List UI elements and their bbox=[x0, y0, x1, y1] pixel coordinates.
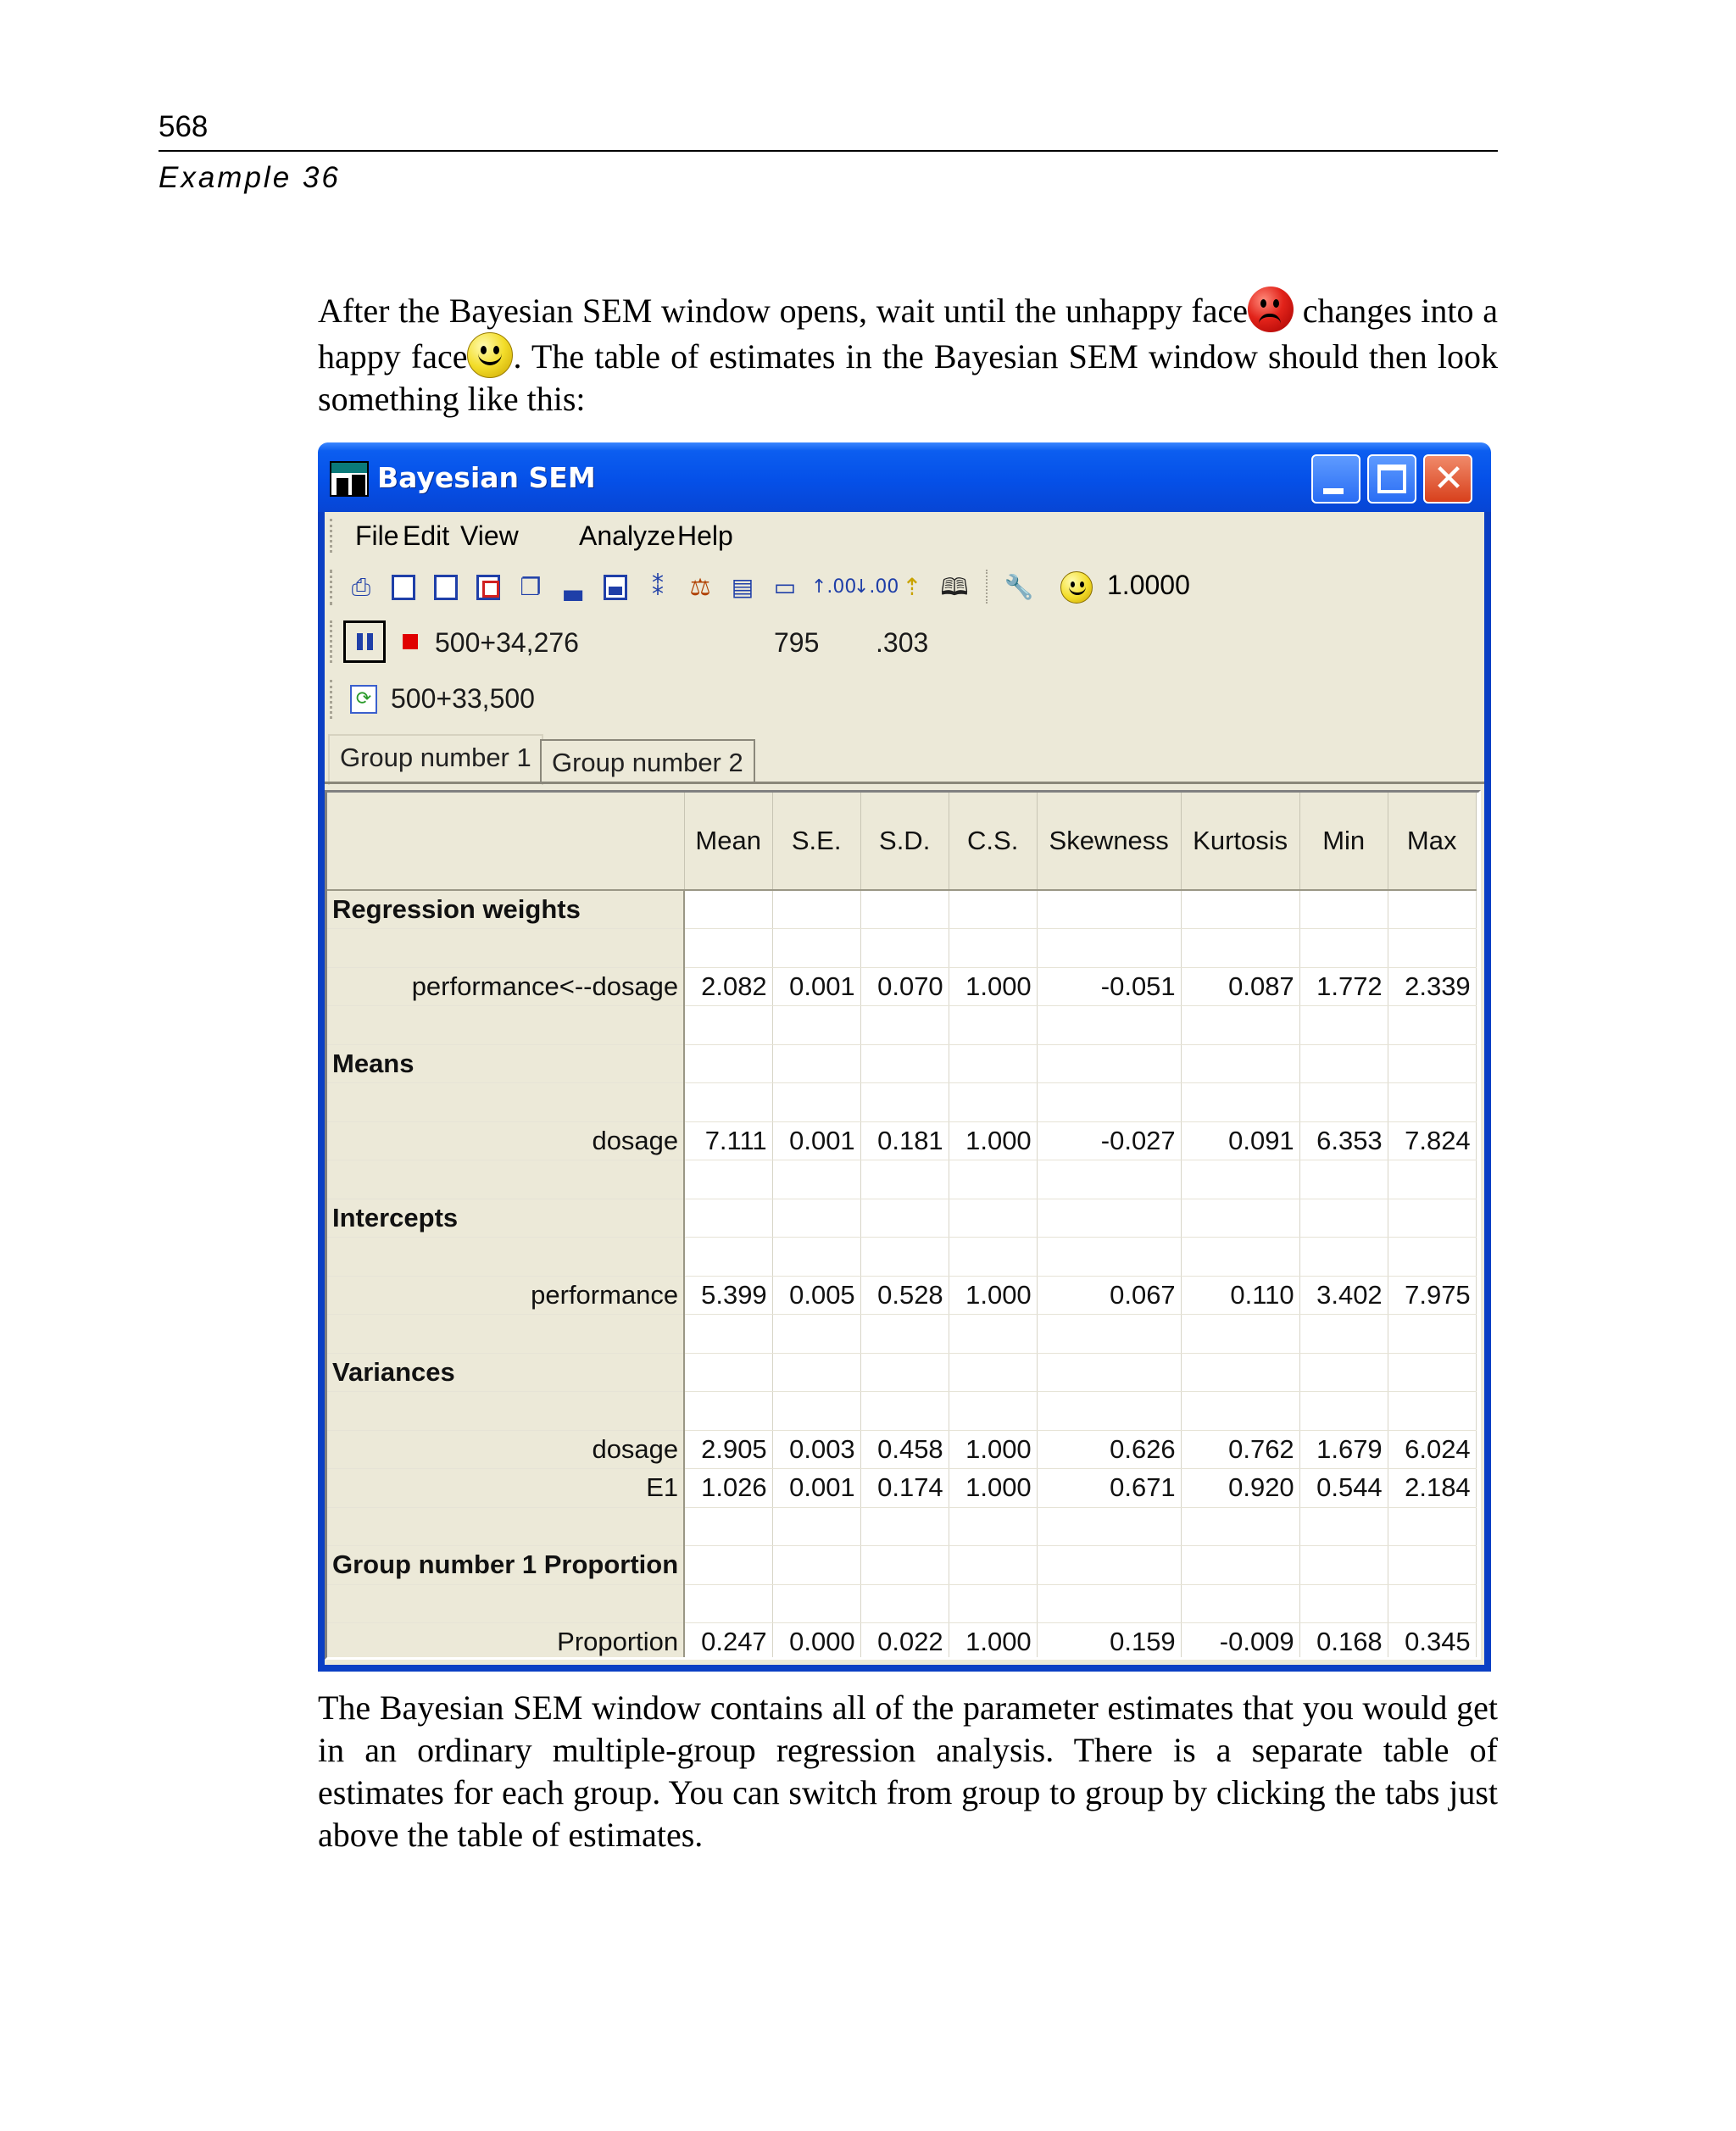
intro-text-2: changes into a happy face bbox=[318, 292, 1499, 376]
row-label: dosage bbox=[327, 1430, 684, 1469]
empty-cell bbox=[1388, 1315, 1476, 1354]
blank-row bbox=[327, 1006, 1476, 1045]
empty-cell bbox=[1388, 1044, 1476, 1083]
empty-cell bbox=[860, 1392, 949, 1431]
menubar-grip[interactable] bbox=[330, 519, 335, 553]
value-cell: 1.000 bbox=[949, 1430, 1037, 1469]
value-cell: 6.024 bbox=[1388, 1430, 1476, 1469]
section-label: Group number 1 Proportion bbox=[327, 1546, 684, 1585]
empty-cell bbox=[1388, 1392, 1476, 1431]
empty-cell bbox=[1299, 1392, 1388, 1431]
empty-cell bbox=[684, 1315, 772, 1354]
empty-cell bbox=[1037, 1160, 1181, 1199]
empty-label-cell bbox=[327, 1160, 684, 1199]
empty-cell bbox=[1181, 1353, 1299, 1392]
empty-cell bbox=[1037, 1238, 1181, 1277]
empty-cell bbox=[1181, 1584, 1299, 1623]
empty-cell bbox=[1181, 1199, 1299, 1238]
section-row bbox=[327, 890, 1476, 929]
value-cell: 7.824 bbox=[1388, 1121, 1476, 1160]
table-row bbox=[327, 967, 1476, 1006]
value-cell: 0.087 bbox=[1181, 967, 1299, 1006]
value-cell: 1.000 bbox=[949, 1469, 1037, 1508]
close-icon: ✕ bbox=[1433, 457, 1465, 500]
value-cell: 3.402 bbox=[1299, 1276, 1388, 1315]
menu-help[interactable]: Help bbox=[677, 520, 733, 551]
value-cell: 0.110 bbox=[1181, 1276, 1299, 1315]
value-cell: 0.544 bbox=[1299, 1469, 1388, 1508]
menu-bar bbox=[325, 512, 1484, 559]
section-row bbox=[327, 1353, 1476, 1392]
accepted-count: 795 bbox=[774, 627, 820, 658]
section-label: Intercepts bbox=[327, 1199, 684, 1238]
column-header[interactable]: S.D. bbox=[860, 793, 949, 890]
tab-divider bbox=[325, 782, 1484, 784]
value-cell: 0.022 bbox=[860, 1623, 949, 1661]
stop-indicator-icon[interactable] bbox=[403, 634, 418, 649]
value-cell: 2.905 bbox=[684, 1430, 772, 1469]
value-cell: 0.762 bbox=[1181, 1430, 1299, 1469]
convergence-happy-face-icon bbox=[1060, 571, 1093, 604]
maximize-icon bbox=[1377, 465, 1406, 493]
empty-cell bbox=[772, 1546, 860, 1585]
empty-cell bbox=[949, 1315, 1037, 1354]
minimize-icon bbox=[1323, 488, 1344, 494]
decrease-decimals-icon[interactable]: ↓.00 bbox=[854, 576, 899, 598]
acceptance-rate: .303 bbox=[876, 627, 929, 658]
empty-cell bbox=[1388, 1507, 1476, 1546]
empty-cell bbox=[684, 1584, 772, 1623]
value-cell: 0.671 bbox=[1037, 1469, 1181, 1508]
value-cell: 5.399 bbox=[684, 1276, 772, 1315]
empty-cell bbox=[684, 1199, 772, 1238]
value-cell: 7.111 bbox=[684, 1121, 772, 1160]
unhappy-face-icon bbox=[1248, 287, 1294, 332]
empty-cell bbox=[949, 929, 1037, 968]
print-preview-icon[interactable] bbox=[387, 571, 420, 604]
empty-cell bbox=[1181, 1546, 1299, 1585]
empty-cell bbox=[949, 890, 1037, 929]
empty-cell bbox=[1299, 1353, 1388, 1392]
value-cell: 0.005 bbox=[772, 1276, 860, 1315]
tab-group-1[interactable]: Group number 1 bbox=[328, 734, 543, 785]
empty-cell bbox=[1181, 1006, 1299, 1045]
value-cell: 0.920 bbox=[1181, 1469, 1299, 1508]
sampling-status-row bbox=[325, 615, 1484, 668]
section-row bbox=[327, 1044, 1476, 1083]
copy-icon[interactable]: ❐ bbox=[520, 573, 542, 601]
empty-label-cell bbox=[327, 1006, 684, 1045]
section-label: Means bbox=[327, 1044, 684, 1083]
empty-cell bbox=[1299, 1044, 1388, 1083]
empty-cell bbox=[1388, 1199, 1476, 1238]
column-header[interactable]: C.S. bbox=[949, 793, 1037, 890]
title-bar[interactable] bbox=[318, 442, 1491, 512]
section-label: Variances bbox=[327, 1353, 684, 1392]
empty-cell bbox=[1181, 1392, 1299, 1431]
toolbar-grip[interactable] bbox=[330, 570, 335, 605]
empty-cell bbox=[1037, 1044, 1181, 1083]
empty-cell bbox=[1299, 929, 1388, 968]
toolbar bbox=[325, 561, 1484, 614]
blank-row bbox=[327, 1584, 1476, 1623]
empty-cell bbox=[1388, 929, 1476, 968]
value-cell: 0.528 bbox=[860, 1276, 949, 1315]
empty-cell bbox=[772, 890, 860, 929]
value-cell: 2.184 bbox=[1388, 1469, 1476, 1508]
empty-cell bbox=[949, 1199, 1037, 1238]
empty-cell bbox=[684, 1083, 772, 1122]
empty-cell bbox=[684, 1006, 772, 1045]
empty-cell bbox=[772, 1160, 860, 1199]
empty-cell bbox=[1299, 890, 1388, 929]
value-cell: 0.626 bbox=[1037, 1430, 1181, 1469]
analysis-sample-count: 500+33,500 bbox=[391, 683, 535, 714]
column-header[interactable]: Skewness bbox=[1037, 793, 1181, 890]
empty-cell bbox=[1181, 1315, 1299, 1354]
value-cell: 0.247 bbox=[684, 1623, 772, 1661]
value-cell: 0.001 bbox=[772, 1469, 860, 1508]
copy-page-icon[interactable] bbox=[430, 571, 462, 604]
empty-label-cell bbox=[327, 929, 684, 968]
empty-cell bbox=[1299, 1238, 1388, 1277]
value-cell: 0.168 bbox=[1299, 1623, 1388, 1661]
empty-cell bbox=[860, 1083, 949, 1122]
empty-cell bbox=[1037, 1199, 1181, 1238]
empty-cell bbox=[949, 1238, 1037, 1277]
value-cell: 0.174 bbox=[860, 1469, 949, 1508]
print-icon[interactable]: ⎙ bbox=[351, 573, 371, 601]
empty-cell bbox=[949, 1584, 1037, 1623]
menu-analyze[interactable]: Analyze bbox=[579, 520, 676, 551]
value-cell: 1.000 bbox=[949, 1276, 1037, 1315]
column-header[interactable]: Min bbox=[1299, 793, 1388, 890]
convergence-value: 1.0000 bbox=[1107, 570, 1190, 600]
density-plot-icon[interactable] bbox=[599, 571, 632, 604]
empty-cell bbox=[949, 1507, 1037, 1546]
empty-cell bbox=[1299, 1546, 1388, 1585]
estimates-table bbox=[327, 793, 1477, 1660]
section-label: Regression weights bbox=[327, 890, 684, 929]
empty-cell bbox=[1299, 1160, 1388, 1199]
empty-cell bbox=[949, 1546, 1037, 1585]
empty-cell bbox=[860, 890, 949, 929]
blank-row bbox=[327, 1238, 1476, 1277]
group-tabs bbox=[325, 734, 1484, 785]
empty-cell bbox=[860, 1507, 949, 1546]
empty-label-cell bbox=[327, 1507, 684, 1546]
menu-view[interactable]: View bbox=[460, 520, 519, 551]
pause-button[interactable] bbox=[343, 620, 386, 663]
happy-face-icon bbox=[467, 332, 513, 378]
empty-cell bbox=[684, 1160, 772, 1199]
empty-cell bbox=[860, 1353, 949, 1392]
empty-cell bbox=[684, 1507, 772, 1546]
refresh-icon[interactable]: ⇡ bbox=[902, 573, 922, 601]
empty-cell bbox=[1037, 1546, 1181, 1585]
row-label: Proportion bbox=[327, 1623, 684, 1661]
empty-cell bbox=[860, 1160, 949, 1199]
histogram-icon[interactable]: ▃ bbox=[564, 573, 582, 601]
blank-row bbox=[327, 1315, 1476, 1354]
empty-cell bbox=[860, 1315, 949, 1354]
value-cell: 0.070 bbox=[860, 967, 949, 1006]
empty-cell bbox=[1388, 890, 1476, 929]
empty-cell bbox=[684, 929, 772, 968]
blank-row bbox=[327, 1083, 1476, 1122]
posterior-icon[interactable]: ⁑ bbox=[652, 573, 664, 601]
empty-cell bbox=[1181, 1160, 1299, 1199]
blank-row bbox=[327, 1507, 1476, 1546]
empty-cell bbox=[1037, 1006, 1181, 1045]
chapter-title: Example 36 bbox=[159, 161, 341, 194]
row-label: performance bbox=[327, 1276, 684, 1315]
section-row bbox=[327, 1546, 1476, 1585]
empty-cell bbox=[772, 1083, 860, 1122]
value-cell: 2.339 bbox=[1388, 967, 1476, 1006]
estimates-grid[interactable] bbox=[325, 790, 1481, 1660]
empty-cell bbox=[1037, 890, 1181, 929]
value-cell: 1.679 bbox=[1299, 1430, 1388, 1469]
empty-cell bbox=[1037, 1083, 1181, 1122]
value-cell: 0.067 bbox=[1037, 1276, 1181, 1315]
empty-cell bbox=[772, 929, 860, 968]
empty-label-cell bbox=[327, 1392, 684, 1431]
empty-cell bbox=[1181, 929, 1299, 968]
options-icon[interactable] bbox=[472, 571, 504, 604]
empty-cell bbox=[1299, 1006, 1388, 1045]
empty-cell bbox=[949, 1044, 1037, 1083]
corner-cell bbox=[327, 793, 684, 890]
empty-cell bbox=[1388, 1160, 1476, 1199]
column-header[interactable]: Kurtosis bbox=[1181, 793, 1299, 890]
empty-cell bbox=[684, 890, 772, 929]
empty-cell bbox=[860, 1546, 949, 1585]
value-cell: 7.975 bbox=[1388, 1276, 1476, 1315]
row-label: dosage bbox=[327, 1121, 684, 1160]
header-rule bbox=[159, 150, 1498, 152]
empty-cell bbox=[1037, 1507, 1181, 1546]
empty-cell bbox=[772, 1584, 860, 1623]
value-cell: 1.000 bbox=[949, 967, 1037, 1006]
help-book-icon[interactable]: 🕮 bbox=[940, 573, 969, 601]
empty-cell bbox=[1388, 1006, 1476, 1045]
table-row bbox=[327, 1623, 1476, 1661]
value-cell: 0.091 bbox=[1181, 1121, 1299, 1160]
empty-cell bbox=[772, 1315, 860, 1354]
bayesian-sem-window bbox=[318, 442, 1491, 1672]
empty-cell bbox=[772, 1199, 860, 1238]
empty-cell bbox=[772, 1006, 860, 1045]
empty-cell bbox=[949, 1392, 1037, 1431]
empty-cell bbox=[1037, 929, 1181, 968]
empty-cell bbox=[860, 1199, 949, 1238]
header-row bbox=[327, 793, 1476, 890]
value-cell: -0.009 bbox=[1181, 1623, 1299, 1661]
value-cell: 1.000 bbox=[949, 1623, 1037, 1661]
closing-paragraph: The Bayesian SEM window contains all of the parameter estimates that you would get in an ordinary multiple-group regression analysis. There is a separate table of estimates for each group. You can switch from group to group by clicking the tabs just above the table of estimates. bbox=[318, 1689, 1498, 1854]
empty-cell bbox=[860, 929, 949, 968]
empty-cell bbox=[1299, 1315, 1388, 1354]
table-row bbox=[327, 1430, 1476, 1469]
empty-cell bbox=[1388, 1238, 1476, 1277]
empty-cell bbox=[860, 1238, 949, 1277]
column-header[interactable]: S.E. bbox=[772, 793, 860, 890]
empty-label-cell bbox=[327, 1584, 684, 1623]
empty-cell bbox=[1181, 1044, 1299, 1083]
value-cell: 0.181 bbox=[860, 1121, 949, 1160]
empty-cell bbox=[949, 1083, 1037, 1122]
menu-edit[interactable]: Edit bbox=[403, 520, 450, 551]
value-cell: 0.159 bbox=[1037, 1623, 1181, 1661]
empty-label-cell bbox=[327, 1083, 684, 1122]
empty-cell bbox=[860, 1584, 949, 1623]
empty-cell bbox=[1037, 1392, 1181, 1431]
minimize-button[interactable] bbox=[1311, 454, 1360, 504]
empty-cell bbox=[684, 1392, 772, 1431]
empty-cell bbox=[949, 1006, 1037, 1045]
intro-text-1: After the Bayesian SEM window opens, wait until the unhappy face bbox=[318, 292, 1249, 330]
empty-cell bbox=[1181, 890, 1299, 929]
value-cell: -0.027 bbox=[1037, 1121, 1181, 1160]
close-button[interactable] bbox=[1423, 454, 1472, 504]
value-cell: -0.051 bbox=[1037, 967, 1181, 1006]
blank-row bbox=[327, 1392, 1476, 1431]
blank-row bbox=[327, 1160, 1476, 1199]
status-grip[interactable] bbox=[330, 620, 335, 663]
value-cell: 2.082 bbox=[684, 967, 772, 1006]
row-label: E1 bbox=[327, 1469, 684, 1508]
value-cell: 0.003 bbox=[772, 1430, 860, 1469]
empty-cell bbox=[772, 1507, 860, 1546]
value-cell: 0.000 bbox=[772, 1623, 860, 1661]
value-cell: 1.000 bbox=[949, 1121, 1037, 1160]
empty-cell bbox=[949, 1160, 1037, 1199]
empty-cell bbox=[1388, 1584, 1476, 1623]
empty-cell bbox=[684, 1238, 772, 1277]
empty-cell bbox=[1299, 1507, 1388, 1546]
section-row bbox=[327, 1199, 1476, 1238]
empty-cell bbox=[772, 1238, 860, 1277]
sample-count: 500+34,276 bbox=[435, 627, 579, 658]
menu-file[interactable]: File bbox=[355, 520, 399, 551]
empty-cell bbox=[1299, 1199, 1388, 1238]
empty-cell bbox=[684, 1546, 772, 1585]
value-cell: 0.001 bbox=[772, 1121, 860, 1160]
empty-cell bbox=[772, 1353, 860, 1392]
page-number: 568 bbox=[159, 110, 209, 143]
value-cell: 0.458 bbox=[860, 1430, 949, 1469]
empty-cell bbox=[1299, 1584, 1388, 1623]
window-client bbox=[325, 512, 1484, 1665]
value-cell: 1.026 bbox=[684, 1469, 772, 1508]
table-icon[interactable]: ▤ bbox=[731, 573, 754, 601]
empty-cell bbox=[860, 1044, 949, 1083]
tab-group-2[interactable]: Group number 2 bbox=[540, 739, 755, 783]
table-row bbox=[327, 1121, 1476, 1160]
column-header[interactable]: Mean bbox=[684, 793, 772, 890]
update-estimates-icon[interactable]: ⟳ bbox=[350, 685, 377, 714]
analysis-grip[interactable] bbox=[330, 680, 335, 719]
empty-cell bbox=[860, 1006, 949, 1045]
blank-row bbox=[327, 929, 1476, 968]
empty-cell bbox=[684, 1044, 772, 1083]
value-cell: 1.772 bbox=[1299, 967, 1388, 1006]
empty-label-cell bbox=[327, 1238, 684, 1277]
empty-cell bbox=[1181, 1238, 1299, 1277]
intro-paragraph bbox=[318, 287, 1498, 420]
row-label: performance<--dosage bbox=[327, 967, 684, 1006]
table-row bbox=[327, 1276, 1476, 1315]
wrench-icon[interactable]: 🔧 bbox=[1004, 573, 1034, 601]
additional-estimands-icon[interactable]: ▭ bbox=[773, 573, 797, 601]
empty-cell bbox=[1181, 1507, 1299, 1546]
empty-cell bbox=[1299, 1083, 1388, 1122]
increase-decimals-icon[interactable]: ↑.00 bbox=[811, 576, 857, 598]
analysis-status-row bbox=[325, 671, 1484, 722]
empty-cell bbox=[1037, 1353, 1181, 1392]
value-cell: 0.345 bbox=[1388, 1623, 1476, 1661]
empty-cell bbox=[949, 1353, 1037, 1392]
intro-text-3: . The table of estimates in the Bayesian SEM window should then look something like this: bbox=[318, 337, 1498, 418]
prior-icon[interactable]: ⚖ bbox=[689, 573, 711, 601]
empty-cell bbox=[772, 1044, 860, 1083]
toolbar-separator bbox=[986, 570, 988, 604]
empty-label-cell bbox=[327, 1315, 684, 1354]
empty-cell bbox=[1181, 1083, 1299, 1122]
empty-cell bbox=[1388, 1083, 1476, 1122]
empty-cell bbox=[1037, 1315, 1181, 1354]
empty-cell bbox=[684, 1353, 772, 1392]
column-header[interactable]: Max bbox=[1388, 793, 1476, 890]
window-title: Bayesian SEM bbox=[377, 461, 596, 494]
empty-cell bbox=[772, 1392, 860, 1431]
table-row bbox=[327, 1469, 1476, 1508]
app-icon[interactable] bbox=[330, 461, 369, 497]
value-cell: 6.353 bbox=[1299, 1121, 1388, 1160]
empty-cell bbox=[1388, 1546, 1476, 1585]
empty-cell bbox=[1388, 1353, 1476, 1392]
maximize-button[interactable] bbox=[1367, 454, 1416, 504]
empty-cell bbox=[1037, 1584, 1181, 1623]
value-cell: 0.001 bbox=[772, 967, 860, 1006]
